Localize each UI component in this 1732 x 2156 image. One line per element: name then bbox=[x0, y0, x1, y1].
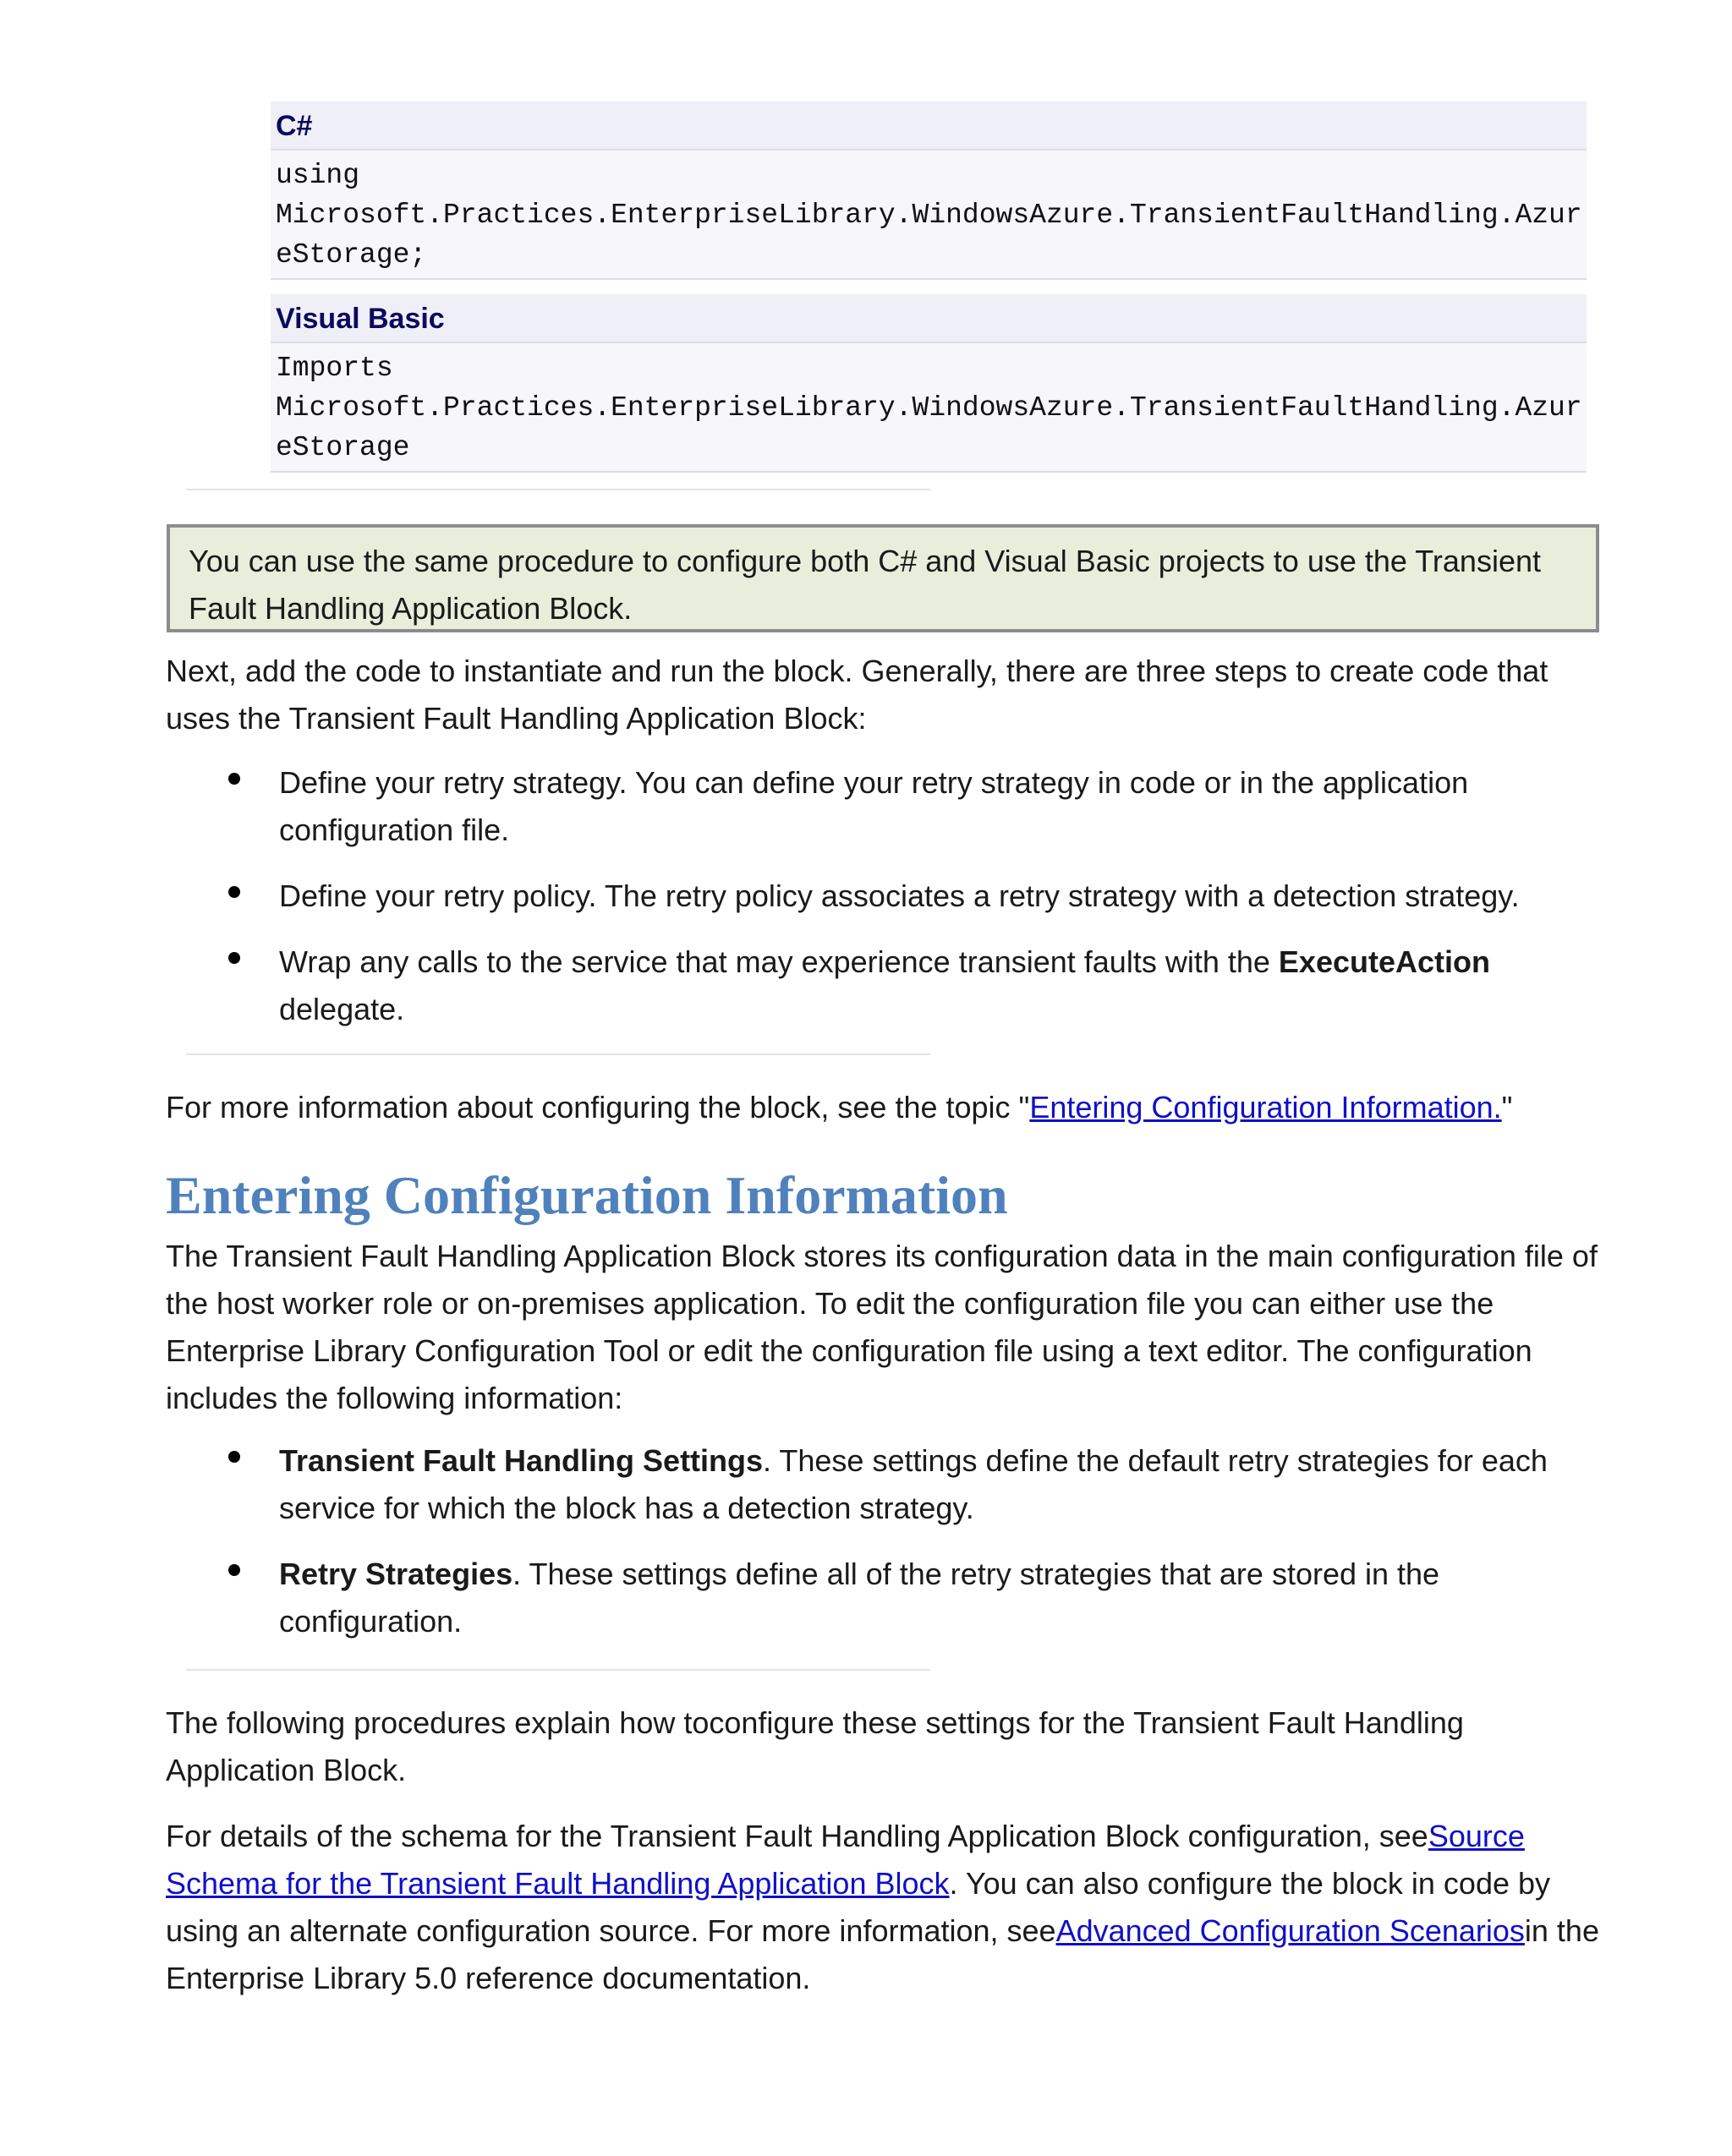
code-line: using bbox=[276, 160, 360, 191]
entering-configuration-link[interactable]: Entering Configuration Information. bbox=[1029, 1090, 1502, 1125]
code-block-visual-basic bbox=[271, 294, 1587, 473]
code-language-label: Visual Basic bbox=[271, 294, 1587, 343]
details-paragraph: For details of the schema for the Transient Fault Handling Application Block configuration, seeSource Schema for the Transient Fault Handling Application Block. You can also configure the block in code by using an alternate configuration source. For more information, seeAdvanced Configuration Scenariosin the Enterprise Library 5.0 reference documentation. bbox=[166, 1819, 1599, 1995]
more-info-paragraph: For more information about configuring the block, see the topic "Entering Configuration Information." bbox=[166, 1090, 1513, 1125]
note-text: You can use the same procedure to configure both C# and Visual Basic projects to use the Transient Fault Handling Application Block. bbox=[189, 544, 1541, 626]
advanced-configuration-link[interactable]: Advanced Configuration Scenarios bbox=[1055, 1913, 1525, 1948]
divider bbox=[186, 1669, 930, 1671]
source-schema-link[interactable]: Source Schema for the Transient Fault Handling Application Block bbox=[166, 1819, 1525, 1901]
bullet-icon bbox=[228, 1451, 240, 1463]
code-language-label: C# bbox=[271, 101, 1587, 150]
bullet-icon bbox=[228, 773, 240, 785]
bullet-icon bbox=[228, 1564, 240, 1576]
code-line: eStorage bbox=[276, 432, 410, 463]
divider bbox=[186, 1053, 930, 1055]
list-item-text: Define your retry strategy. You can define your retry strategy in code or in the application configuration file. bbox=[279, 765, 1469, 847]
procedures-paragraph: The following procedures explain how toconfigure these settings for the Transient Fault Handling Application Block. bbox=[166, 1705, 1464, 1787]
code-term: ExecuteAction bbox=[1278, 944, 1490, 979]
code-content bbox=[271, 343, 1587, 473]
list-item-text: Retry Strategies. These settings define all of the retry strategies that are stored in the configuration. bbox=[279, 1557, 1440, 1639]
list-item-text: Define your retry policy. The retry policy associates a retry strategy with a detection strategy. bbox=[279, 878, 1520, 913]
section-heading: Entering Configuration Information bbox=[166, 1165, 1008, 1225]
setting-name: Transient Fault Handling Settings bbox=[279, 1443, 764, 1478]
code-line: Microsoft.Practices.EnterpriseLibrary.WindowsAzure.TransientFaultHandling.Azur bbox=[276, 200, 1582, 231]
list-item-text: Transient Fault Handling Settings. These settings define the default retry strategies for each service for which the block has a detection strategy. bbox=[279, 1443, 1548, 1525]
bullet-icon bbox=[228, 886, 240, 898]
intro-paragraph bbox=[166, 648, 1603, 742]
code-block-csharp bbox=[271, 101, 1587, 280]
code-line: Imports bbox=[276, 353, 393, 384]
code-content bbox=[271, 150, 1587, 280]
bullet-icon bbox=[228, 952, 240, 964]
list-item-text: Wrap any calls to the service that may experience transient faults with the ExecuteAction delegate. bbox=[279, 944, 1490, 1026]
setting-name: Retry Strategies bbox=[279, 1557, 513, 1591]
divider bbox=[186, 489, 930, 490]
section-intro-paragraph: The Transient Fault Handling Application Block stores its configuration data in the main configuration file of the host worker role or on-premises application. To edit the configuration file you can either use the Enterprise Library Configuration Tool or edit the configuration file using a text editor. The configuration includes the following information: bbox=[166, 1239, 1598, 1415]
code-line: eStorage; bbox=[276, 239, 427, 271]
code-line: Microsoft.Practices.EnterpriseLibrary.WindowsAzure.TransientFaultHandling.Azur bbox=[276, 392, 1582, 424]
note-box bbox=[167, 524, 1599, 632]
intro-text: Next, add the code to instantiate and run the block. Generally, there are three steps to create code that uses the Transient Fault Handling Application Block: bbox=[166, 654, 1548, 736]
